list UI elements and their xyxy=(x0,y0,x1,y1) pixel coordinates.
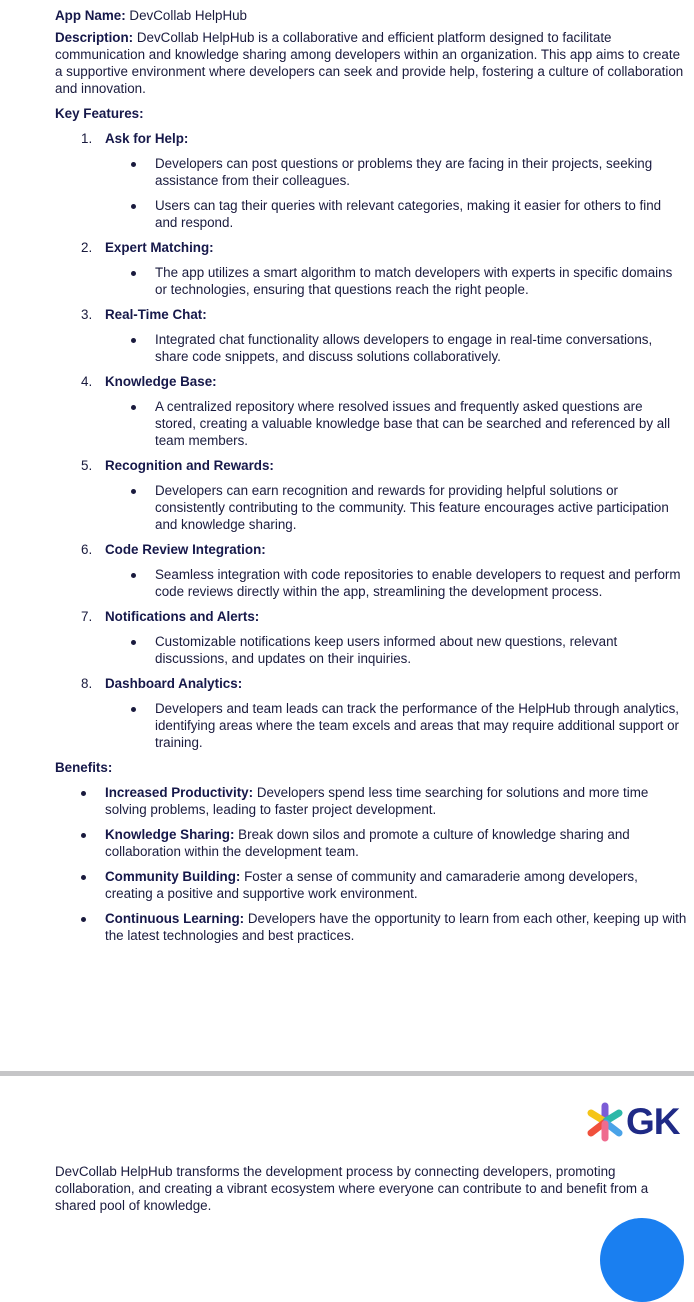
feature-points xyxy=(105,633,687,667)
benefit-text: Foster a sense of community and camaraderie among developers, creating a positive and supportive work environment. xyxy=(105,869,638,901)
feature-item xyxy=(55,457,687,533)
feature-title: Notifications and Alerts: xyxy=(105,609,260,624)
feature-point: Developers can earn recognition and rewards for providing helpful solutions or consistently contributing to the community. This feature encourages active participation and knowledge sharing. xyxy=(155,482,687,533)
feature-title: Ask for Help: xyxy=(105,131,189,146)
feature-item xyxy=(55,675,687,751)
gk-logo-icon xyxy=(585,1102,625,1142)
feature-points xyxy=(105,482,687,533)
summary-paragraph: DevCollab HelpHub transforms the development process by connecting developers, promoting collaboration, and creating a vibrant ecosystem where everyone can contribute to and benefit from a shared pool of knowledge. xyxy=(55,1164,649,1213)
feature-title: Expert Matching: xyxy=(105,240,214,255)
feature-points xyxy=(105,155,687,231)
feature-item xyxy=(55,373,687,449)
features-list xyxy=(55,130,687,751)
feature-point: Users can tag their queries with relevant categories, making it easier for others to find and respond. xyxy=(155,197,687,231)
feature-title: Dashboard Analytics: xyxy=(105,676,243,691)
feature-title: Recognition and Rewards: xyxy=(105,458,274,473)
benefit-item xyxy=(105,910,687,944)
feature-number: 7. xyxy=(81,609,93,624)
benefit-label: Increased Productivity: xyxy=(105,785,254,800)
description-label: Description: xyxy=(55,30,134,45)
feature-point: A centralized repository where resolved issues and frequently asked questions are stored, creating a valuable knowledge base that can be searched and referenced by all team members. xyxy=(155,398,687,449)
app-name-label: App Name: xyxy=(55,8,126,23)
feature-points xyxy=(105,264,687,298)
feature-number: 5. xyxy=(81,458,93,473)
description-paragraph xyxy=(55,29,687,97)
benefit-item xyxy=(105,868,687,902)
benefit-label: Community Building: xyxy=(105,869,241,884)
benefit-text: Developers have the opportunity to learn from each other, keeping up with the latest technologies and best practices. xyxy=(105,911,687,943)
feature-number: 3. xyxy=(81,307,93,322)
feature-title: Code Review Integration: xyxy=(105,542,266,557)
benefits-list xyxy=(55,784,687,944)
description-text: DevCollab HelpHub is a collaborative and efficient platform designed to facilitate communication and knowledge sharing among developers within an organization. This app aims to create a supportive environment where developers can seek and provide help, fostering a culture of collaboration and innovation. xyxy=(55,30,684,96)
feature-item xyxy=(55,541,687,600)
feature-item xyxy=(55,130,687,231)
app-name-value: DevCollab HelpHub xyxy=(125,8,248,23)
benefit-label: Knowledge Sharing: xyxy=(105,827,235,842)
gk-logo-text: GK xyxy=(626,1101,680,1142)
feature-points xyxy=(105,566,687,600)
feature-point: Seamless integration with code repositories to enable developers to request and perform code reviews directly within the app, streamlining the development process. xyxy=(155,566,687,600)
feature-item xyxy=(55,239,687,298)
feature-point: Developers and team leads can track the performance of the HelpHub through analytics, identifying areas where the team excels and areas that may require additional support or training. xyxy=(155,700,687,751)
benefit-label: Continuous Learning: xyxy=(105,911,245,926)
feature-number: 6. xyxy=(81,542,93,557)
document-content xyxy=(55,7,687,952)
feature-point: Customizable notifications keep users informed about new questions, relevant discussions, and updates on their inquiries. xyxy=(155,633,687,667)
feature-item xyxy=(55,306,687,365)
feature-point: Integrated chat functionality allows developers to engage in real-time conversations, share code snippets, and discuss solutions collaboratively. xyxy=(155,331,687,365)
feature-point: Developers can post questions or problems they are facing in their projects, seeking assistance from their colleagues. xyxy=(155,155,687,189)
feature-number: 8. xyxy=(81,676,93,691)
feature-title: Real-Time Chat: xyxy=(105,307,207,322)
feature-points xyxy=(105,700,687,751)
benefit-item xyxy=(105,826,687,860)
feature-points xyxy=(105,331,687,365)
app-name-line xyxy=(55,7,687,24)
feature-number: 1. xyxy=(81,131,93,146)
benefits-heading: Benefits: xyxy=(55,760,113,775)
feature-title: Knowledge Base: xyxy=(105,374,217,389)
benefit-text: Developers spend less time searching for solutions and more time solving problems, leading to faster project development. xyxy=(105,785,649,817)
feature-number: 4. xyxy=(81,374,93,389)
feature-item xyxy=(55,608,687,667)
feature-point: The app utilizes a smart algorithm to match developers with experts in specific domains or technologies, ensuring that questions reach the right people. xyxy=(155,264,687,298)
key-features-heading: Key Features: xyxy=(55,106,144,121)
floating-action-button[interactable] xyxy=(600,1218,684,1302)
benefit-text: Break down silos and promote a culture of knowledge sharing and collaboration within the development team. xyxy=(105,827,630,859)
feature-points xyxy=(105,398,687,449)
feature-number: 2. xyxy=(81,240,93,255)
benefit-item xyxy=(105,784,687,818)
gk-logo xyxy=(585,1100,680,1144)
